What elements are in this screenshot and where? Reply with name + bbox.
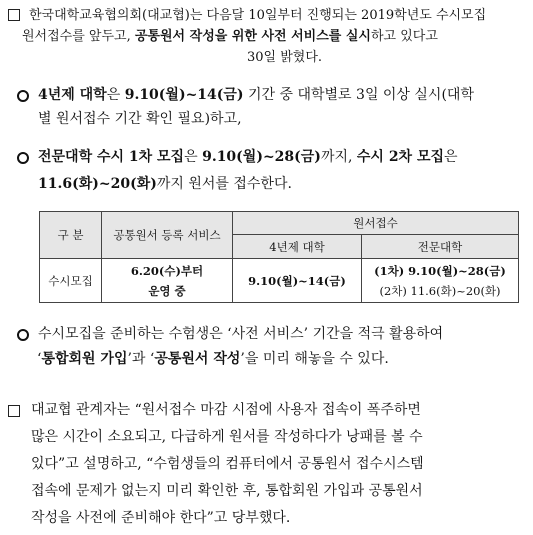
bullet-circle-icon bbox=[17, 90, 29, 102]
bullet-2-line-2: 11.6(화)~20(화)까지 원서를 접수한다. bbox=[38, 176, 292, 192]
paragraph-1-line-2: 원서접수를 앞두고, 공통원서 작성을 위한 사전 서비스를 실시하고 있다고 bbox=[22, 29, 438, 44]
paragraph-2-line-4: 접속에 문제가 없는지 미리 확인한 후, 통합회원 가입과 공통원서 bbox=[31, 483, 423, 499]
service-cell: 6.20(수)부터 운영 중 bbox=[102, 259, 233, 303]
paragraph-checkbox-icon bbox=[8, 405, 20, 417]
row-label: 수시모집 bbox=[40, 259, 102, 303]
bullet-circle-icon bbox=[17, 329, 29, 341]
header-gubun: 구 분 bbox=[40, 212, 102, 259]
header-univ4: 4년제 대학 bbox=[233, 235, 362, 259]
paragraph-2-line-3: 있다”고 설명하고, “수험생들의 컴퓨터에서 공통원서 접수시스템 bbox=[31, 456, 424, 472]
bullet-1-line-1: 4년제 대학은 9.10(월)~14(금) 기간 중 대학별로 3일 이상 실시(대학 bbox=[38, 87, 474, 103]
schedule-table bbox=[39, 211, 519, 303]
header-college: 전문대학 bbox=[362, 235, 519, 259]
bullet-3-line-1: 수시모집을 준비하는 수험생은 ‘사전 서비스’ 기간을 적극 활용하여 bbox=[38, 326, 444, 342]
univ4-cell: 9.10(월)~14(금) bbox=[233, 259, 362, 303]
header-service: 공통원서 등록 서비스 bbox=[102, 212, 233, 259]
paragraph-2-line-2: 많은 시간이 소요되고, 다급하게 원서를 작성하다가 낭패를 볼 수 bbox=[31, 429, 423, 445]
paragraph-1-line-3: 30일 밝혔다. bbox=[247, 50, 323, 65]
highlight-text: 공통원서 작성을 위한 사전 서비스를 실시 bbox=[134, 29, 371, 44]
college-cell: (1차) 9.10(월)~28(금) (2차) 11.6(화)~20(화) bbox=[362, 259, 519, 303]
bullet-circle-icon bbox=[17, 152, 29, 164]
paragraph-2-line-1: 대교협 관계자는 “원서접수 마감 시점에 사용자 접속이 폭주하면 bbox=[31, 402, 421, 418]
paragraph-2-line-5: 작성을 사전에 준비해야 한다”고 당부했다. bbox=[31, 510, 291, 526]
bullet-2-line-1: 전문대학 수시 1차 모집은 9.10(월)~28(금)까지, 수시 2차 모집은 bbox=[38, 149, 458, 165]
bullet-1-line-2: 별 원서접수 기간 확인 필요)하고, bbox=[38, 111, 242, 127]
paragraph-checkbox-icon bbox=[8, 9, 20, 21]
header-apply: 원서접수 bbox=[233, 212, 519, 235]
paragraph-1-line-1: 한국대학교육협의회(대교협)는 다음달 10일부터 진행되는 2019학년도 수시모집 bbox=[29, 8, 487, 23]
bullet-3-line-2: ‘통합회원 가입’과 ‘공통원서 작성’을 미리 해놓을 수 있다. bbox=[37, 351, 389, 367]
